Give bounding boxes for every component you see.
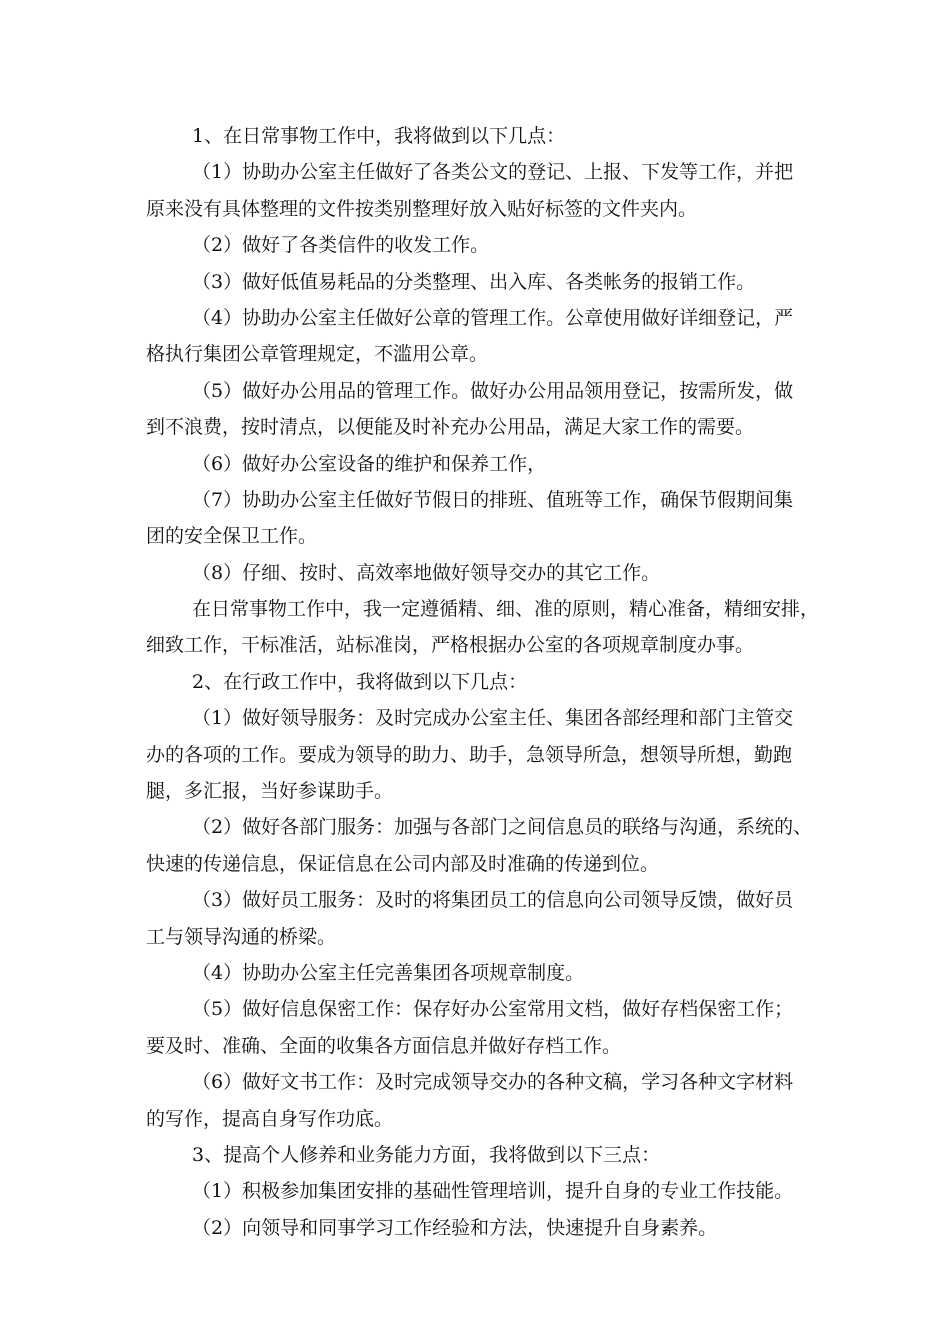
list-item-continuation: 到不浪费，按时清点，以便能及时补充办公用品，满足大家工作的需要。	[146, 416, 755, 439]
list-item-continuation: 格执行集团公章管理规定，不滥用公章。	[146, 343, 489, 366]
list-item-continuation: 腿，多汇报，当好参谋助手。	[146, 780, 394, 803]
list-item: （1）协助办公室主任做好了各类公文的登记、上报、下发等工作，并把	[192, 161, 794, 184]
list-item: （7）协助办公室主任做好节假日的排班、值班等工作，确保节假期间集	[192, 488, 794, 511]
paragraph: 在日常事物工作中，我一定遵循精、细、准的原则，精心准备，精细安排，	[192, 598, 820, 621]
section-heading-2: 2、在行政工作中，我将做到以下几点：	[192, 670, 528, 693]
list-item: （6）做好文书工作：及时完成领导交办的各种文稿，学习各种文字材料	[192, 1071, 794, 1094]
list-item-continuation: 办的各项的工作。要成为领导的助力、助手，急领导所急，想领导所想，勤跑	[146, 743, 793, 766]
list-item: （4）协助办公室主任做好公章的管理工作。公章使用做好详细登记，严	[192, 306, 794, 329]
list-item: （5）做好信息保密工作：保存好办公室常用文档，做好存档保密工作；	[192, 998, 794, 1021]
section-heading-3: 3、提高个人修养和业务能力方面，我将做到以下三点：	[192, 1143, 661, 1166]
list-item: （1）做好领导服务：及时完成办公室主任、集团各部经理和部门主管交	[192, 707, 794, 730]
list-item-continuation: 的写作，提高自身写作功底。	[146, 1107, 394, 1130]
document-body	[146, 118, 836, 1246]
list-item-continuation: 工与领导沟通的桥梁。	[146, 925, 337, 948]
list-item: （5）做好办公用品的管理工作。做好办公用品领用登记，按需所发，做	[192, 379, 794, 402]
list-item: （2）向领导和同事学习工作经验和方法，快速提升自身素养。	[192, 1216, 718, 1239]
list-item: （1）积极参加集团安排的基础性管理培训，提升自身的专业工作技能。	[192, 1180, 794, 1203]
section-heading-1: 1、在日常事物工作中，我将做到以下几点：	[192, 125, 566, 147]
list-item-continuation: 要及时、准确、全面的收集各方面信息并做好存档工作。	[146, 1034, 622, 1057]
paragraph-continuation: 细致工作，干标准活，站标准岗，严格根据办公室的各项规章制度办事。	[146, 634, 755, 657]
list-item: （6）做好办公室设备的维护和保养工作，	[192, 452, 547, 475]
list-item-continuation: 快速的传递信息，保证信息在公司内部及时准确的传递到位。	[146, 852, 660, 875]
list-item: （2）做好各部门服务：加强与各部门之间信息员的联络与沟通，系统的、	[192, 816, 813, 839]
list-item: （3）做好低值易耗品的分类整理、出入库、各类帐务的报销工作。	[192, 270, 756, 293]
list-item: （4）协助办公室主任完善集团各项规章制度。	[192, 961, 585, 984]
list-item-continuation: 原来没有具体整理的文件按类别整理好放入贴好标签的文件夹内。	[146, 197, 698, 220]
list-item: （8）仔细、按时、高效率地做好领导交办的其它工作。	[192, 561, 661, 584]
list-item-continuation: 团的安全保卫工作。	[146, 525, 318, 548]
list-item: （2）做好了各类信件的收发工作。	[192, 234, 490, 257]
list-item: （3）做好员工服务：及时的将集团员工的信息向公司领导反馈，做好员	[192, 889, 794, 912]
